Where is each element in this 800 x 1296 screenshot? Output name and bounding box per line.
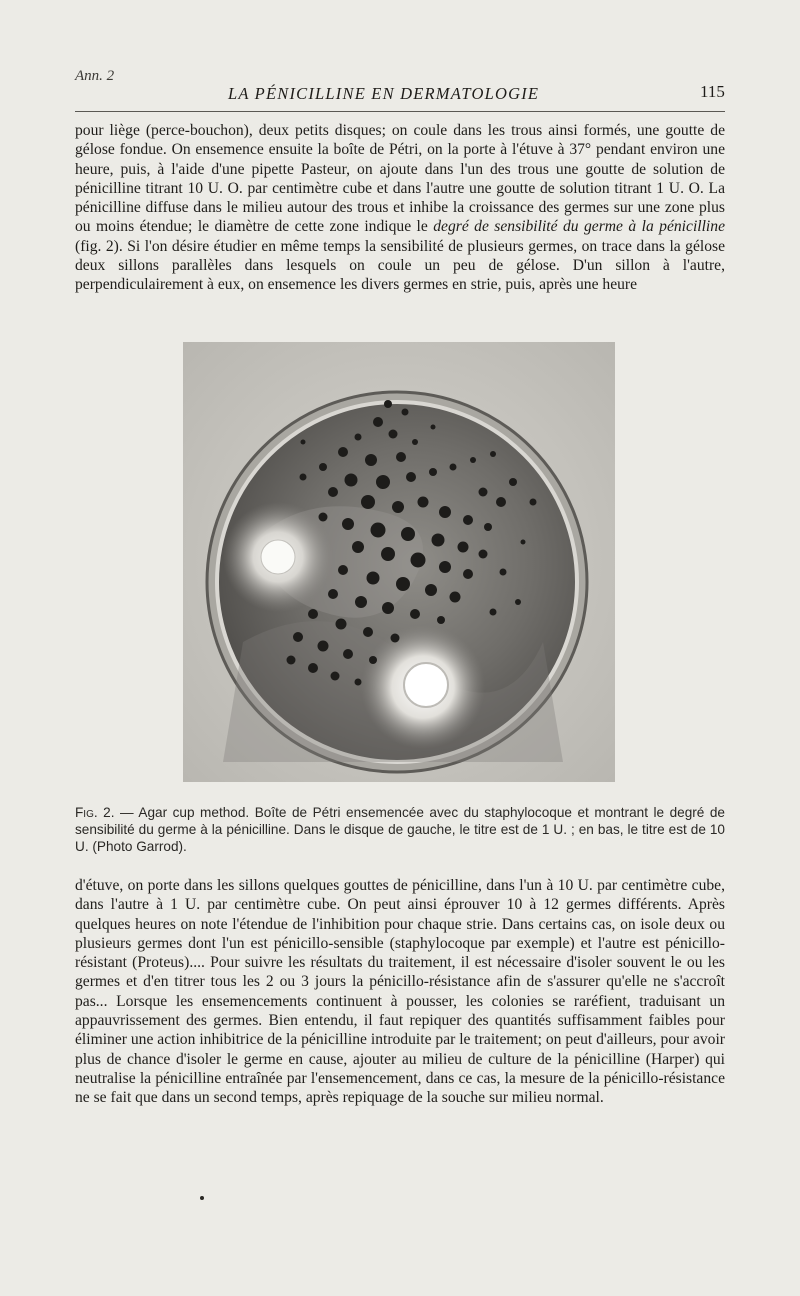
page-number: 115 bbox=[700, 82, 725, 101]
paragraph-1-text-a: pour liège (perce-bouchon), deux petits disques; on coule dans les trous ainsi formés, une goutte de gélose fondue. On ensemence ensuite la boîte de Pétri, on la porte à l'étuve à 37° pendant environ une heure, puis, à l'aide d'une pipette Pasteur, on ajoute dans l'un des trous une goutte de solution de pénicilline titrant 10 U. O. par centimètre cube et dans l'autre une goutte de solution titrant 1 U. O. La pénicilline diffuse dans le milieu autour des trous et inhibe la croissance des germes sur une zone plus ou moins étendue; le diamètre de cette zone indique le bbox=[75, 122, 725, 236]
petri-dish-photo bbox=[183, 342, 615, 782]
figure-caption bbox=[75, 804, 725, 855]
figure-label: Fig. 2. bbox=[75, 805, 115, 820]
running-title: LA PÉNICILLINE EN DERMATOLOGIE bbox=[228, 84, 540, 103]
paragraph-1-emphasis: degré de sensibilité du germe à la pénicilline bbox=[433, 218, 725, 236]
header-rule bbox=[75, 111, 725, 112]
body-paragraph-2: d'étuve, on porte dans les sillons quelques gouttes de pénicilline, dans l'un à 10 U. par centimètre cube, dans l'autre à 1 U. par centimètre cube. On peut ainsi éprouver 10 à 12 germes différents. Après quelques heures on note l'étendue de l'inhibition pour chaque strie. Dans certains cas, on isole deux ou plusieurs germes dont l'un est pénicillo-sensible (staphylocoque par exemple) et l'autre est pénicillo-résistant (Proteus).... Pour suivre les résultats du traitement, il est nécessaire d'isoler souvent le ou les germes et d'en titrer tous les 2 ou 3 jours la pénicillo-résistance afin de s'assurer qu'elle ne s'accroît pas... Lorsque les ensemencements continuent à pousser, les colonies se raréfient, traduisant un appauvrissement des germes. Bien entendu, il faut repiquer des quantités suffisamment faibles pour éliminer une action inhibitrice de la pénicilline introduite par le traitement; on peut d'ailleurs, pour avoir plus de chance d'isoler le germe en cause, ajouter au milieu de culture de la pénicilline (Harper) qui neutralise la pénicilline entraînée par l'ensemencement, dans ce cas, la mesure de la pénicillo-résistance ne se fait que dans un second temps, après repiquage de la souche sur milieu normal. bbox=[75, 877, 725, 1107]
petri-dish-illustration bbox=[183, 342, 615, 782]
figure-caption-text: — Agar cup method. Boîte de Pétri ensemencée avec du staphylocoque et montrant le degré de sensibilité du germe à la pénicilline. Dans le disque de gauche, le titre est de 1 U. ; en bas, le titre est de 10 U. (Photo Garrod). bbox=[75, 805, 725, 854]
page-mark bbox=[200, 1196, 204, 1200]
paragraph-1-text-b: (fig. 2). Si l'on désire étudier en même temps la sensibilité de plusieurs germes, on trace dans la gélose deux sillons parallèles dans lesquels on coule un peu de gélose. D'un sillon à l'autre, perpendiculairement à eux, on ensemence les divers germes en strie, puis, après une heure bbox=[75, 237, 725, 294]
volume-label: Ann. 2 bbox=[75, 68, 115, 84]
body-paragraph-1 bbox=[75, 121, 725, 295]
